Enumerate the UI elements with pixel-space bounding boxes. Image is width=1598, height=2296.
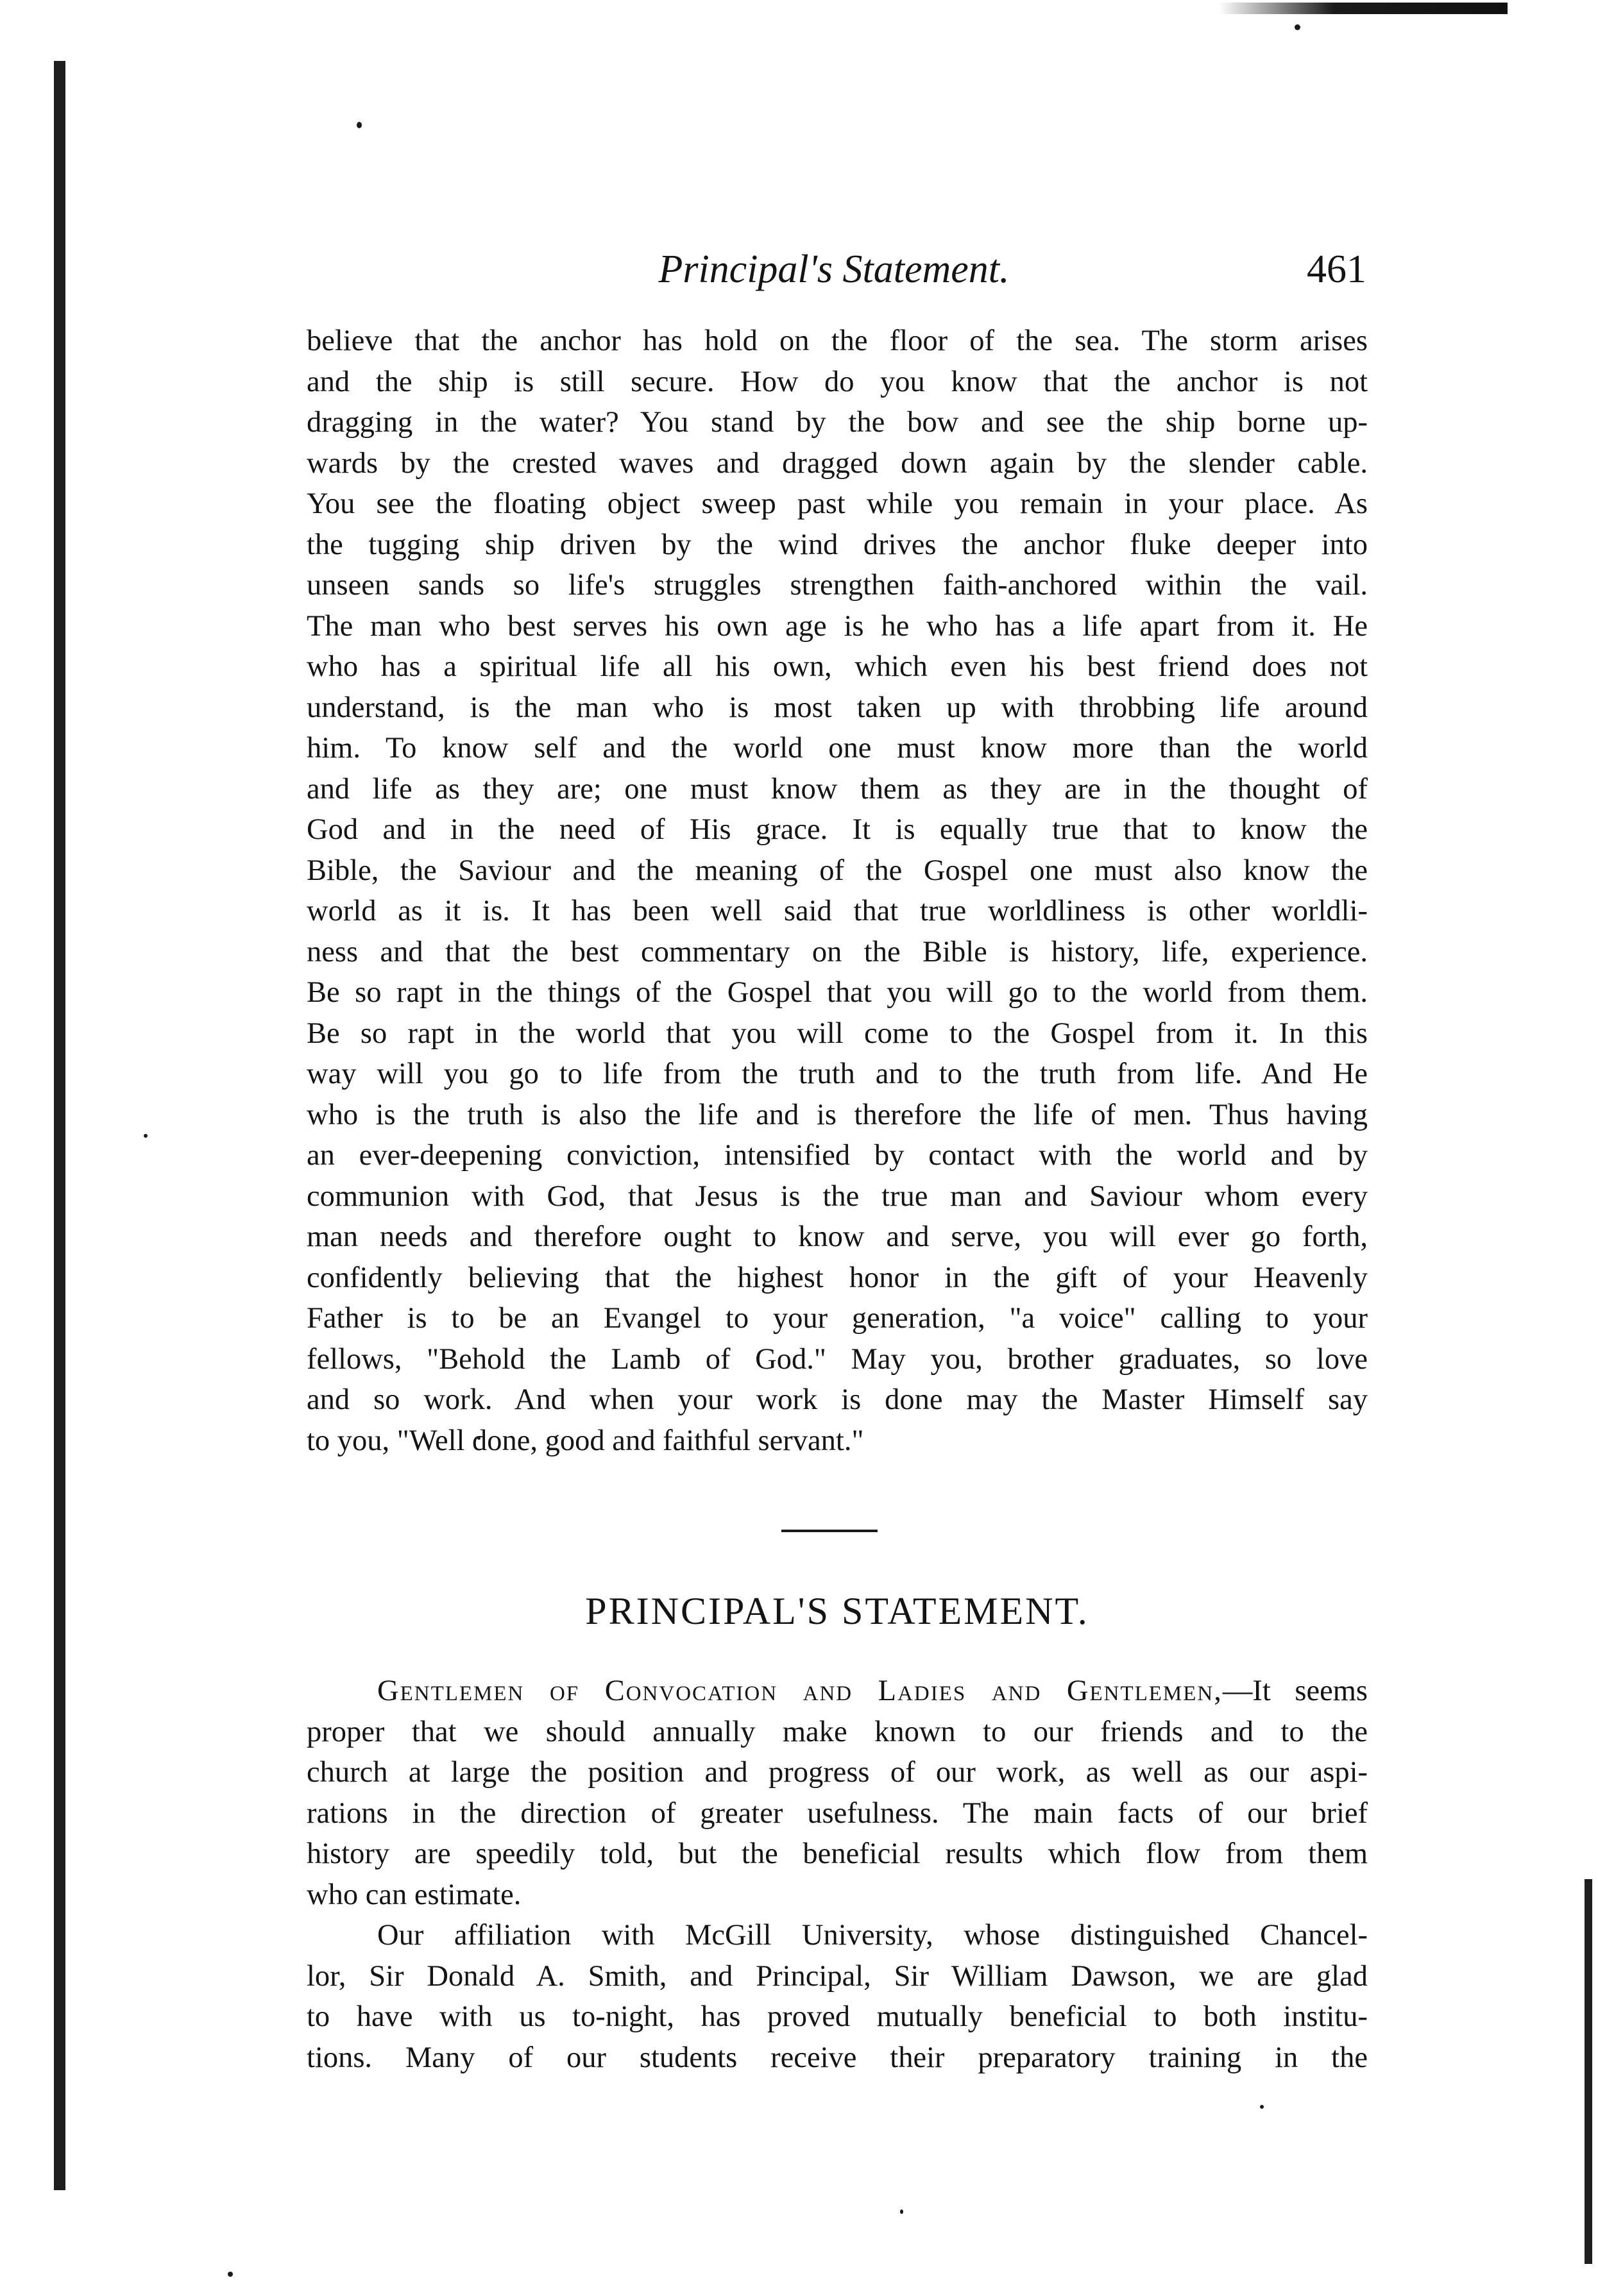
text-line: communion with God, that Jesus is the true man and Saviour whom every <box>307 1179 1368 1213</box>
scan-edge-left <box>54 61 65 2190</box>
scan-speck <box>1295 24 1300 30</box>
text-line: proper that we should annually make known to our friends and to the <box>307 1715 1368 1748</box>
salutation: Gentlemen of Convocation and Ladies and Gentlemen, <box>377 1675 1223 1707</box>
text-line: way will you go to life from the truth and to the truth from life. And He <box>307 1058 1368 1090</box>
salutation-continuation: —It seems <box>1222 1675 1368 1707</box>
text-line: ness and that the best commentary on the Bible is history, life, experience. <box>307 935 1368 968</box>
text-line: Father is to be an Evangel to your generation, "a voice" calling to your <box>307 1302 1368 1335</box>
scan-speck <box>900 2209 903 2214</box>
text-line: and so work. And when your work is done may the Master Himself say <box>307 1383 1368 1416</box>
salutation-line <box>307 1671 1368 1712</box>
text-line: Be so rapt in the things of the Gospel that you will go to the world from them. <box>307 976 1368 1009</box>
text-line: You see the floating object sweep past while you remain in your place. As <box>307 487 1368 520</box>
text-line: unseen sands so life's struggles strengthen faith-anchored within the vail. <box>307 569 1368 602</box>
text-line: man needs and therefore ought to know and serve, you will ever go forth, <box>307 1220 1368 1253</box>
statement-body <box>307 1671 1368 2078</box>
text-line: The man who best serves his own age is he who has a life apart from it. He <box>307 609 1368 643</box>
scan-speck <box>357 122 362 128</box>
scan-speck <box>1260 2105 1264 2109</box>
section-heading: PRINCIPAL'S STATEMENT. <box>585 1590 1089 1632</box>
text-line: rations in the direction of greater usefulness. The main facts of our brief <box>307 1796 1368 1830</box>
text-line: an ever-deepening conviction, intensified by contact with the world and by <box>307 1139 1368 1172</box>
text-line: understand, is the man who is most taken up with throbbing life around <box>307 691 1368 724</box>
text-line: history are speedily told, but the beneficial results which flow from them <box>307 1837 1368 1870</box>
text-line: fellows, "Behold the Lamb of God." May you, brother graduates, so love <box>307 1342 1368 1376</box>
text-line: Be so rapt in the world that you will come to the Gospel from it. In this <box>307 1017 1368 1050</box>
text-line: Bible, the Saviour and the meaning of the Gospel one must also know the <box>307 854 1368 887</box>
text-line: who is the truth is also the life and is therefore the life of men. Thus having <box>307 1098 1368 1131</box>
text-line: world as it is. It has been well said that true worldliness is other worldli- <box>307 895 1368 927</box>
scan-speck <box>228 2272 233 2277</box>
text-line: God and in the need of His grace. It is equally true that to know the <box>307 813 1368 846</box>
text-line: to you, "Well done, good and faithful servant." <box>307 1424 864 1457</box>
text-line: him. To know self and the world one must know more than the world <box>307 732 1368 764</box>
continued-paragraph <box>307 321 1368 1461</box>
text-line: lor, Sir Donald A. Smith, and Principal, Sir William Dawson, we are glad <box>307 1959 1368 1993</box>
header-title: Principal's Statement. <box>658 248 1010 291</box>
scan-edge-top <box>1219 3 1508 14</box>
scan-speck <box>144 1134 148 1138</box>
page-number: 461 <box>1307 248 1366 291</box>
text-line: believe that the anchor has hold on the floor of the sea. The storm arises <box>307 325 1368 357</box>
text-line: and life as they are; one must know them as they are in the thought of <box>307 772 1368 806</box>
text-line: to have with us to-night, has proved mutually beneficial to both institu- <box>307 2000 1368 2033</box>
text-line: who has a spiritual life all his own, which even his best friend does not <box>307 650 1368 683</box>
text-line: the tugging ship driven by the wind drives the anchor fluke deeper into <box>307 528 1368 561</box>
scan-edge-right <box>1585 1879 1592 2264</box>
text-line: who can estimate. <box>307 1878 522 1911</box>
text-line: dragging in the water? You stand by the bow and see the ship borne up- <box>307 406 1368 439</box>
text-line: church at large the position and progress of our work, as well as our aspi- <box>307 1756 1368 1789</box>
text-line: and the ship is still secure. How do you know that the anchor is not <box>307 365 1368 398</box>
text-line: wards by the crested waves and dragged down again by the slender cable. <box>307 446 1368 480</box>
text-line: tions. Many of our students receive their preparatory training in the <box>307 2041 1368 2074</box>
text-line: confidently believing that the highest honor in the gift of your Heavenly <box>307 1261 1368 1294</box>
running-header <box>302 247 1366 317</box>
text-line: Our affiliation with McGill University, whose distinguished Chancel- <box>377 1919 1368 1952</box>
section-divider <box>781 1530 878 1532</box>
